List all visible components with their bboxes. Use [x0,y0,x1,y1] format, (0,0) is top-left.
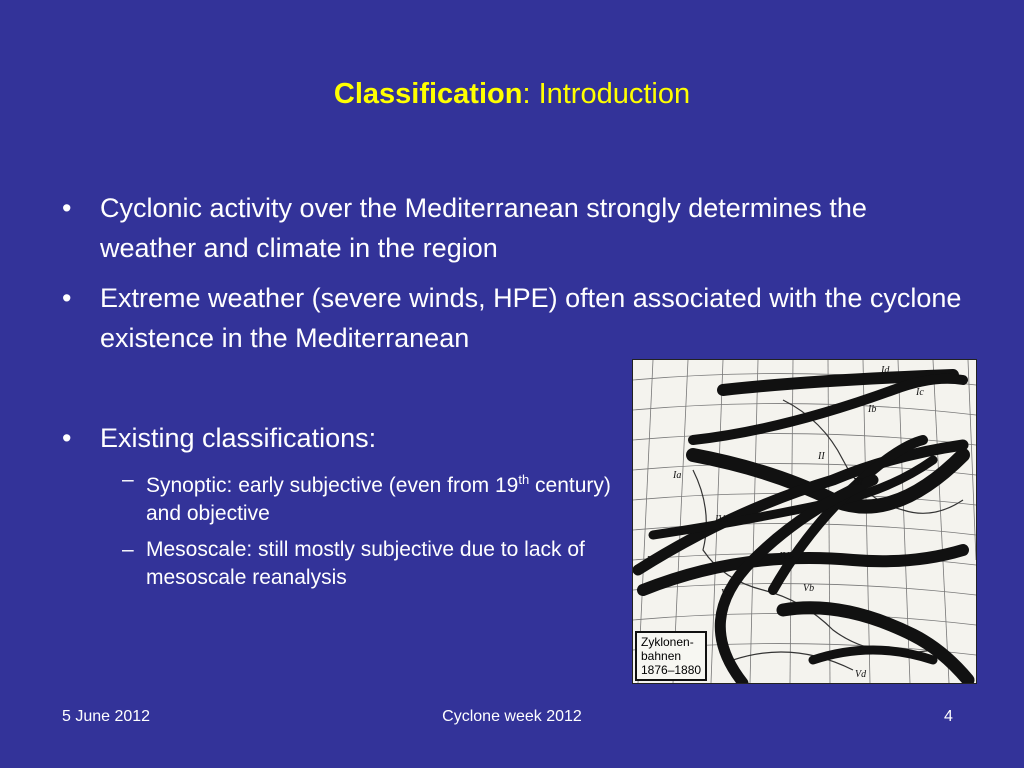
track-label: Ia [673,470,682,481]
cyclone-tracks-map [632,359,977,684]
legend-line: 1876–1880 [641,663,702,677]
map-legend [635,631,707,681]
bullet-dot: • [62,283,72,313]
footer-event: Cyclone week 2012 [442,708,582,725]
track-label: IVa [715,514,729,525]
track-label: Id [881,365,890,376]
title-bold: Classification [333,78,523,110]
sub-bullet-sup: th [518,472,530,487]
track-label: II [818,451,825,462]
footer-page-number: 4 [944,708,953,725]
track-label: Vb [803,583,815,594]
track-label: V [647,555,654,566]
legend-line: bahnen [641,649,682,663]
bullet-item [62,418,622,458]
bullet-dot: • [62,193,72,223]
bullet-text: Existing classifications: [100,423,377,453]
track-label: Vd [855,669,867,680]
dash-marker: – [122,468,134,491]
sub-bullet-post: century) and objective [146,474,611,525]
bullet-dot: • [62,423,72,453]
sub-bullet-item [122,466,622,528]
bullet-text: Cyclonic activity over the Mediterranean strongly determines the weather and climate in the region [100,193,867,263]
existing-classifications [62,418,622,592]
track-label: Va [721,588,731,599]
bullet-item [62,278,962,358]
dash-marker: – [122,538,134,561]
slide-title [0,78,1024,111]
bullet-item [62,188,962,268]
legend-line: Zyklonen- [641,635,694,649]
main-bullets [62,188,962,368]
track-label: IVb [779,551,794,562]
track-label: Ib [868,404,877,415]
sub-bullet-item [122,536,622,592]
track-label: Ic [916,387,924,398]
track-label: III [853,477,863,488]
sub-bullet-pre: Mesoscale: still mostly subjective due to lack of mesoscale reanalysis [146,538,585,589]
bullet-text: Extreme weather (severe winds, HPE) often associated with the cyclone existence in the Mediterranean [100,283,962,353]
title-rest: : Introduction [522,78,691,110]
footer-date: 5 June 2012 [62,708,151,725]
sub-bullet-pre: Synoptic: early subjective (even from 19 [146,474,519,497]
